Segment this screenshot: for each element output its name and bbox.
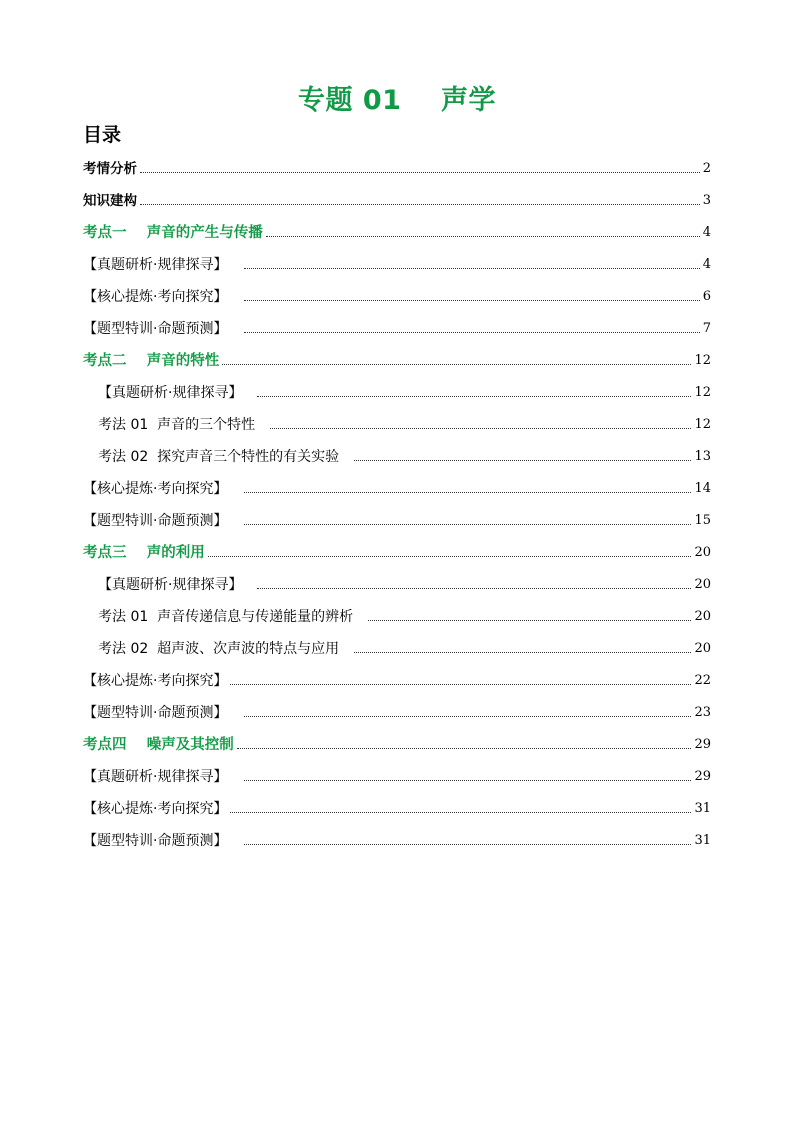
toc-entry-label: 【题型特训·命题预测】	[83, 321, 228, 337]
toc-entry-label: 【题型特训·命题预测】	[83, 513, 228, 529]
toc-entry-page-number: 23	[694, 705, 711, 720]
toc-entry-label: 【真题研析·规律探寻】	[83, 769, 228, 785]
toc-heading: 目录	[83, 124, 122, 146]
toc-entry[interactable]	[83, 252, 711, 274]
toc-entry-page-number: 14	[694, 481, 711, 496]
page-title: 专题 01 声学	[297, 85, 497, 116]
toc-entry-label: 考法 01 声音传递信息与传递能量的辨析	[98, 609, 354, 625]
toc-entry-label: 【真题研析·规律探寻】	[83, 257, 228, 273]
toc-entry-page-number: 29	[694, 737, 711, 752]
toc-leader-dots	[244, 492, 691, 493]
toc-entry-page-number: 22	[694, 673, 711, 688]
toc-leader-dots	[244, 332, 699, 333]
toc-entry-page-number: 4	[702, 225, 711, 240]
toc-entry[interactable]	[83, 540, 711, 562]
toc-entry[interactable]	[83, 316, 711, 338]
toc-entry-page-number: 15	[694, 513, 711, 528]
toc-leader-dots	[222, 364, 691, 365]
toc-leader-dots	[230, 684, 691, 685]
toc-entry-page-number: 20	[694, 545, 711, 560]
toc-leader-dots	[244, 780, 691, 781]
toc-leader-dots	[208, 556, 692, 557]
toc-entry-label: 考点四 噪声及其控制	[83, 737, 234, 753]
toc-leader-dots	[257, 588, 691, 589]
toc-entry-page-number: 29	[694, 769, 711, 784]
toc-entry-page-number: 31	[694, 801, 711, 816]
toc-entry[interactable]	[83, 348, 711, 370]
toc-entry[interactable]	[98, 412, 711, 434]
toc-entry-label: 【核心提炼·考向探究】	[83, 481, 228, 497]
toc-entry[interactable]	[83, 828, 711, 850]
toc-entry-page-number: 4	[702, 257, 711, 272]
toc-leader-dots	[270, 428, 691, 429]
toc-entry[interactable]	[83, 796, 711, 818]
toc-entry-label: 考情分析	[83, 161, 137, 177]
toc-leader-dots	[354, 460, 691, 461]
toc-leader-dots	[368, 620, 691, 621]
toc-leader-dots	[237, 748, 692, 749]
toc-entry[interactable]	[83, 700, 711, 722]
toc-entry[interactable]	[83, 764, 711, 786]
toc-leader-dots	[244, 524, 691, 525]
toc-entry[interactable]	[98, 380, 711, 402]
toc-entry-page-number: 12	[694, 353, 711, 368]
toc-entry-label: 【核心提炼·考向探究】	[83, 801, 228, 817]
toc-entry-page-number: 20	[694, 577, 711, 592]
toc-entry-label: 【题型特训·命题预测】	[83, 705, 228, 721]
toc-leader-dots	[230, 812, 691, 813]
toc-entry-label: 【核心提炼·考向探究】	[83, 673, 228, 689]
toc-entry-page-number: 2	[702, 161, 711, 176]
toc-entry-page-number: 6	[702, 289, 711, 304]
toc-entry-page-number: 3	[702, 193, 711, 208]
toc-entry[interactable]	[98, 604, 711, 626]
toc-entry[interactable]	[83, 188, 711, 210]
toc-leader-dots	[140, 172, 700, 173]
toc-entry-page-number: 20	[694, 609, 711, 624]
toc-entry-page-number: 31	[694, 833, 711, 848]
toc-entry-label: 【核心提炼·考向探究】	[83, 289, 228, 305]
toc-entry[interactable]	[83, 732, 711, 754]
toc-entry-label: 【题型特训·命题预测】	[83, 833, 228, 849]
toc-entry-page-number: 7	[702, 321, 711, 336]
toc-entry-label: 知识建构	[83, 193, 137, 209]
toc-entry[interactable]	[98, 444, 711, 466]
toc-entry-page-number: 20	[694, 641, 711, 656]
toc-entry-page-number: 12	[694, 417, 711, 432]
toc-entry-label: 【真题研析·规律探寻】	[98, 577, 243, 593]
toc-entry[interactable]	[83, 476, 711, 498]
toc-entry-label: 考法 02 探究声音三个特性的有关实验	[98, 449, 340, 465]
toc-entry[interactable]	[98, 572, 711, 594]
toc-entry-label: 【真题研析·规律探寻】	[98, 385, 243, 401]
toc-entry-label: 考点三 声的利用	[83, 545, 205, 561]
toc-leader-dots	[244, 844, 691, 845]
toc-leader-dots	[257, 396, 691, 397]
toc-entry-page-number: 12	[694, 385, 711, 400]
toc-entry-label: 考法 02 超声波、次声波的特点与应用	[98, 641, 340, 657]
toc-entry[interactable]	[98, 636, 711, 658]
toc-leader-dots	[266, 236, 700, 237]
toc-leader-dots	[244, 300, 699, 301]
toc-leader-dots	[354, 652, 691, 653]
toc-entry-page-number: 13	[694, 449, 711, 464]
toc-leader-dots	[244, 716, 691, 717]
toc-entry-label: 考点二 声音的特性	[83, 353, 220, 369]
toc-entry-label: 考法 01 声音的三个特性	[98, 417, 256, 433]
toc-entry[interactable]	[83, 220, 711, 242]
toc-entry[interactable]	[83, 508, 711, 530]
toc-entry[interactable]	[83, 668, 711, 690]
toc-leader-dots	[244, 268, 699, 269]
toc-entry-label: 考点一 声音的产生与传播	[83, 225, 263, 241]
toc-entry[interactable]	[83, 156, 711, 178]
toc-leader-dots	[140, 204, 700, 205]
toc-entry[interactable]	[83, 284, 711, 306]
